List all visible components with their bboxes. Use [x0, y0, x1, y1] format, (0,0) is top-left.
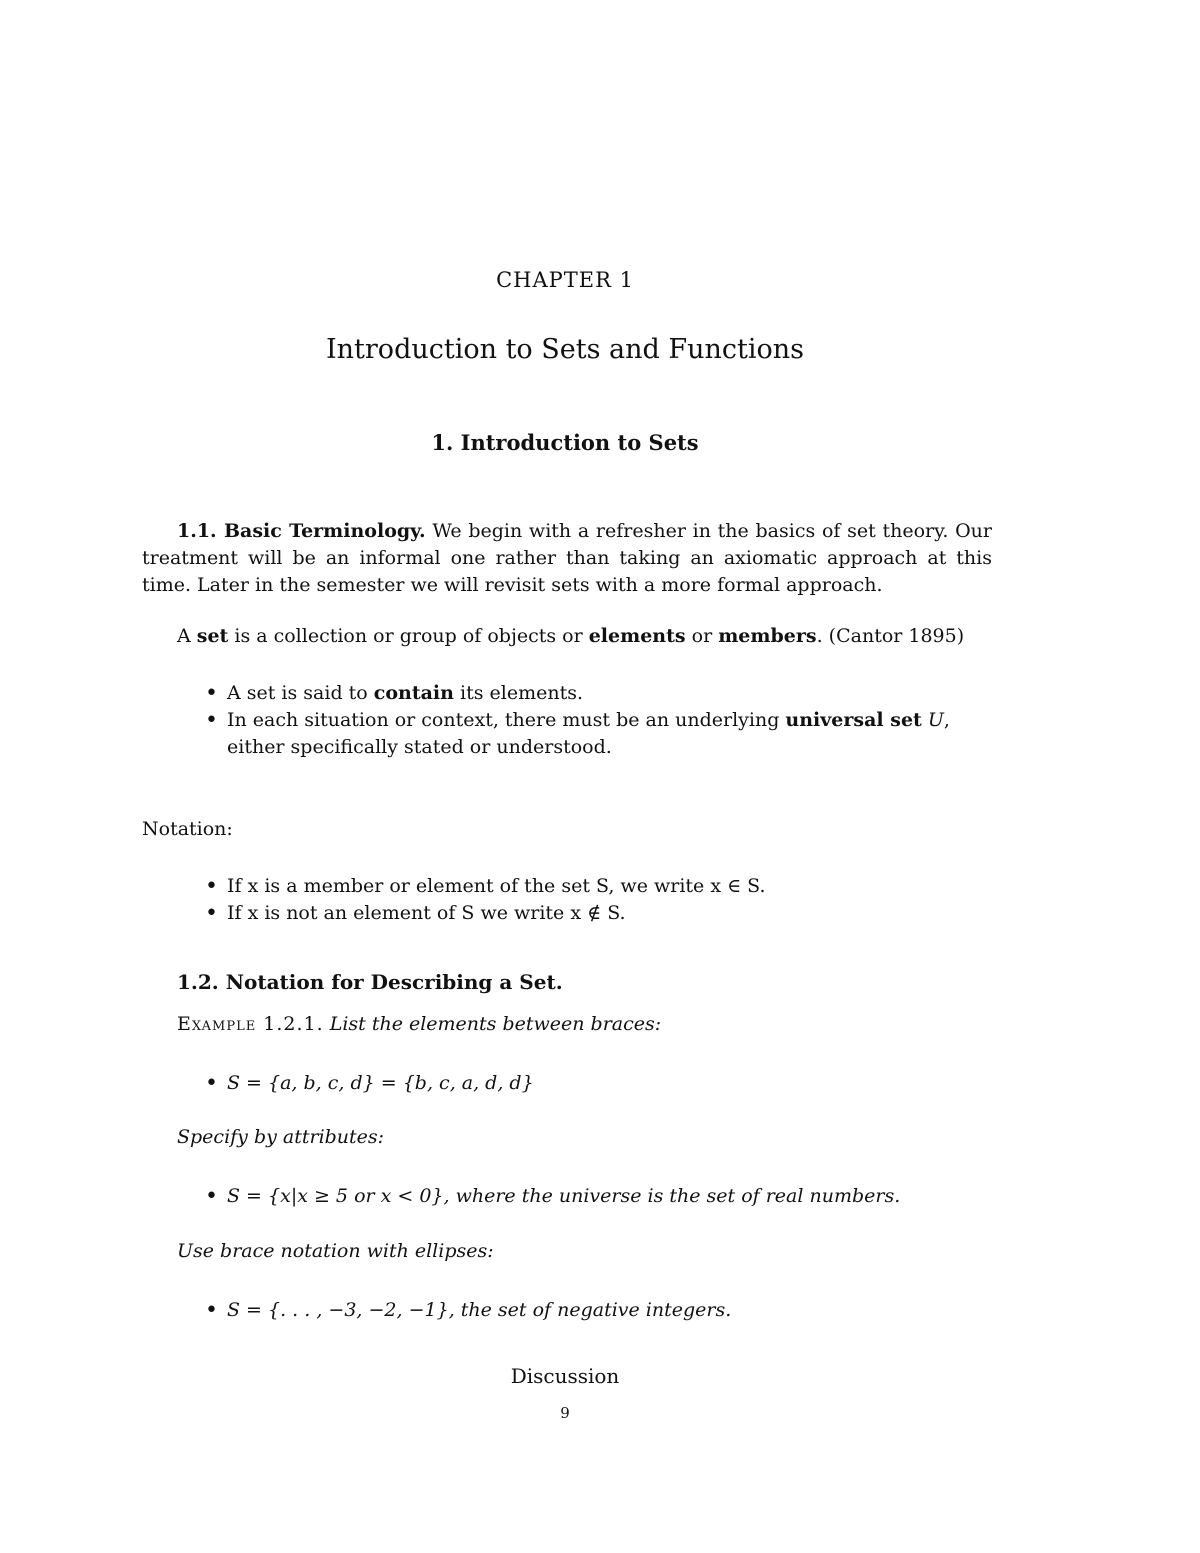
list-item: • S = {. . . , −3, −2, −1}, the set of negative integers.: [205, 1297, 995, 1324]
set-definition: [177, 623, 997, 650]
basic-terminology-paragraph: [142, 518, 992, 599]
list-item: • If x is a member or element of the set S, we write x ∈ S.: [205, 873, 995, 900]
example-label: Example 1.2.1.: [177, 1013, 324, 1035]
ellipsis-caption: Use brace notation with ellipses:: [177, 1240, 494, 1262]
ellipsis-bullets: [205, 1297, 995, 1324]
term-universal-set: universal set: [785, 709, 922, 731]
term-contain: contain: [373, 682, 454, 704]
list-item: • If x is not an element of S we write x ∉ S.: [205, 900, 995, 927]
example-list-bullets: [205, 1070, 995, 1097]
subsection-heading-2: 1.2. Notation for Describing a Set.: [177, 970, 563, 994]
def-text-4: . (Cantor 1895): [816, 625, 965, 647]
example-header: [177, 1013, 997, 1035]
subsection-text-1: We begin with a refresher in the basics of set theory. Our treatment will be an informal one rather than taking an axiomatic approach at this time. Later in the semester we will revisit sets with a more formal approach.: [142, 520, 992, 596]
notation-bullets: [205, 873, 995, 927]
section-title: 1. Introduction to Sets: [431, 430, 699, 455]
term-elements: elements: [588, 625, 686, 647]
list-item: • S = {x|x ≥ 5 or x < 0}, where the universe is the set of real numbers.: [205, 1183, 995, 1210]
list-item: • S = {a, b, c, d} = {b, c, a, d, d}: [205, 1070, 995, 1097]
subsection-heading-1: 1.1. Basic Terminology.: [177, 520, 426, 542]
chapter-title: Introduction to Sets and Functions: [326, 334, 804, 365]
def-text-3: or: [685, 625, 719, 647]
list-item: • In each situation or context, there must be an underlying universal set U, either specifically stated or understood.: [205, 707, 995, 761]
var-u: U: [927, 709, 944, 731]
term-set: set: [196, 625, 229, 647]
footer-label: Discussion: [510, 1364, 620, 1388]
def-text-1: A: [177, 625, 197, 647]
def-text-2: is a collection or group of objects or: [228, 625, 589, 647]
page-number: 9: [560, 1404, 570, 1422]
definition-bullets: [205, 680, 995, 761]
attr-bullets: [205, 1183, 995, 1210]
list-item: • A set is said to contain its elements.: [205, 680, 995, 707]
term-members: members: [718, 625, 817, 647]
attr-caption: Specify by attributes:: [177, 1126, 385, 1148]
example-caption: List the elements between braces:: [329, 1013, 662, 1035]
notation-label: Notation:: [142, 818, 233, 840]
chapter-label: CHAPTER 1: [496, 268, 634, 292]
